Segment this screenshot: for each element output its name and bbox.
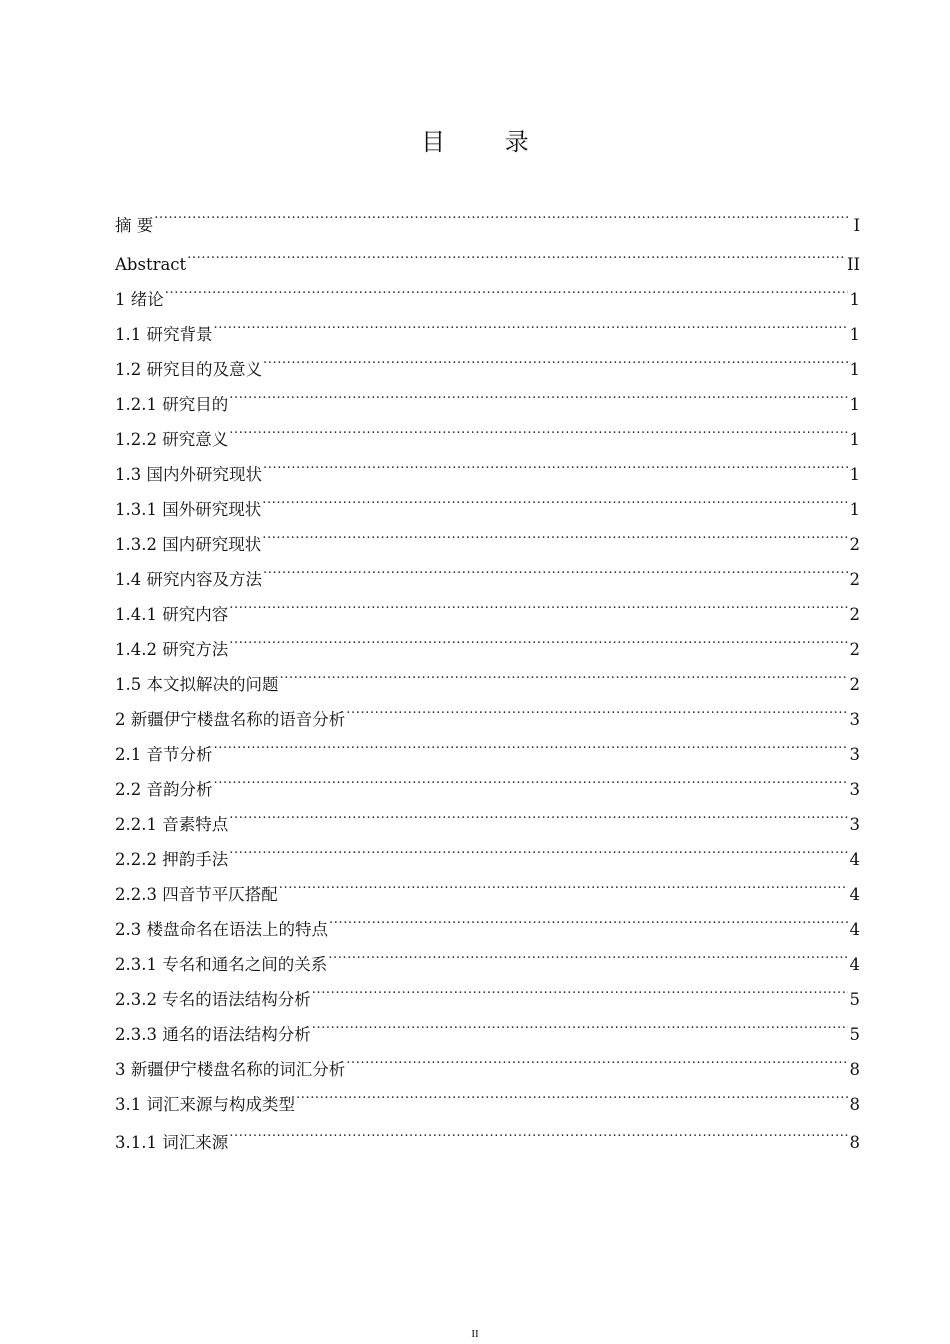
toc-dot-leader: [229, 849, 847, 866]
toc-entry-label: 摘 要: [115, 216, 154, 235]
toc-entry-page: 1: [849, 360, 860, 379]
toc-entry-label: 2.1 音节分析: [115, 745, 213, 764]
toc-entry[interactable]: [115, 282, 860, 317]
toc-dot-leader: [214, 744, 848, 761]
toc-entry-page: 4: [849, 955, 860, 974]
toc-entry-page: 4: [849, 885, 860, 904]
page-number-footer: II: [471, 1328, 479, 1340]
toc-dot-leader: [329, 919, 848, 936]
toc-dot-leader: [229, 1132, 847, 1149]
toc-dot-leader: [229, 639, 847, 656]
toc-entry-label: 2.2.3 四音节平仄搭配: [115, 885, 278, 904]
toc-dot-leader: [262, 534, 847, 551]
toc-dot-leader: [296, 1094, 848, 1111]
toc-entry-page: 1: [849, 395, 860, 414]
toc-entry-page: 3: [849, 780, 860, 799]
toc-entry-label: 1.3 国内外研究现状: [115, 465, 262, 484]
toc-dot-leader: [214, 779, 848, 796]
toc-entry[interactable]: [115, 562, 860, 597]
toc-dot-leader: [262, 499, 847, 516]
toc-entry-page: 5: [849, 990, 860, 1009]
toc-entry-label: 1.2.1 研究目的: [115, 395, 229, 414]
toc-entry-label: 2.3.3 通名的语法结构分析: [115, 1025, 311, 1044]
toc-entry-page: I: [853, 216, 860, 235]
toc-entry[interactable]: [115, 208, 860, 244]
toc-entry-label: 1.3.2 国内研究现状: [115, 535, 262, 554]
toc-entry-label: 2.3 楼盘命名在语法上的特点: [115, 920, 328, 939]
toc-dot-leader: [214, 324, 848, 341]
toc-entry-label: 1.4.1 研究内容: [115, 605, 229, 624]
toc-entry-page: II: [846, 255, 860, 274]
toc-entry-page: 1: [849, 325, 860, 344]
toc-entry-label: 1.2 研究目的及意义: [115, 360, 262, 379]
toc-dot-leader: [312, 989, 848, 1006]
toc-entry-label: 1.2.2 研究意义: [115, 430, 229, 449]
toc-entry-label: 2.3.1 专名和通名之间的关系: [115, 955, 328, 974]
toc-entry-page: 5: [849, 1025, 860, 1044]
toc-entry-label: 2.2.1 音素特点: [115, 815, 229, 834]
toc-dot-leader: [279, 884, 848, 901]
toc-entry-label: 1.4 研究内容及方法: [115, 570, 262, 589]
toc-entry-label: 1.5 本文拟解决的问题: [115, 675, 279, 694]
table-of-contents: [115, 208, 860, 1160]
toc-entry-label: 2.2.2 押韵手法: [115, 850, 229, 869]
toc-dot-leader: [263, 464, 848, 481]
toc-entry-page: 1: [849, 290, 860, 309]
toc-entry[interactable]: [115, 807, 860, 842]
toc-dot-leader: [346, 1059, 847, 1076]
toc-entry[interactable]: [115, 1017, 860, 1052]
toc-dot-leader: [165, 289, 848, 306]
toc-entry-label: 3 新疆伊宁楼盘名称的词汇分析: [115, 1060, 346, 1079]
toc-entry-page: 3: [849, 710, 860, 729]
toc-entry[interactable]: [115, 352, 860, 387]
toc-dot-leader: [154, 215, 851, 232]
toc-entry-label: 2.3.2 专名的语法结构分析: [115, 990, 311, 1009]
toc-entry[interactable]: [115, 1087, 860, 1122]
toc-entry[interactable]: [115, 982, 860, 1017]
toc-entry-page: 1: [849, 430, 860, 449]
page-title: 目 录: [421, 128, 555, 156]
toc-dot-leader: [229, 604, 847, 621]
toc-entry-page: 1: [849, 500, 860, 519]
toc-entry-page: 4: [849, 920, 860, 939]
toc-entry-page: 2: [849, 605, 860, 624]
toc-entry-label: 2.2 音韵分析: [115, 780, 213, 799]
toc-entry[interactable]: [115, 702, 860, 737]
toc-entry-page: 8: [849, 1060, 860, 1079]
toc-entry-label: 1.4.2 研究方法: [115, 640, 229, 659]
toc-dot-leader: [229, 394, 847, 411]
toc-entry[interactable]: [115, 632, 860, 667]
toc-entry-label: 3.1.1 词汇来源: [115, 1133, 229, 1152]
toc-entry[interactable]: [115, 947, 860, 982]
toc-entry[interactable]: [115, 317, 860, 352]
toc-dot-leader: [312, 1024, 848, 1041]
toc-dot-leader: [229, 429, 847, 446]
toc-entry-page: 8: [849, 1095, 860, 1114]
toc-entry-page: 2: [849, 675, 860, 694]
toc-dot-leader: [263, 569, 848, 586]
toc-entry-label: 1.3.1 国外研究现状: [115, 500, 262, 519]
toc-entry-page: 4: [849, 850, 860, 869]
toc-dot-leader: [346, 709, 847, 726]
toc-entry[interactable]: [115, 667, 860, 702]
toc-entry-page: 2: [849, 640, 860, 659]
toc-entry[interactable]: [115, 422, 860, 457]
toc-entry[interactable]: [115, 842, 860, 877]
toc-dot-leader: [280, 674, 848, 691]
toc-dot-leader: [229, 814, 847, 831]
toc-entry[interactable]: [115, 527, 860, 562]
toc-entry[interactable]: [115, 737, 860, 772]
toc-entry[interactable]: [115, 912, 860, 947]
toc-entry-page: 2: [849, 535, 860, 554]
toc-entry[interactable]: [115, 247, 860, 282]
toc-entry-page: 8: [849, 1133, 860, 1152]
toc-entry-page: 3: [849, 815, 860, 834]
toc-entry[interactable]: [115, 1052, 860, 1087]
toc-entry-label: Abstract: [115, 255, 187, 274]
toc-entry[interactable]: [115, 1125, 860, 1160]
toc-entry[interactable]: [115, 457, 860, 492]
toc-entry[interactable]: [115, 772, 860, 807]
toc-entry[interactable]: [115, 877, 860, 912]
toc-entry-page: 3: [849, 745, 860, 764]
toc-entry[interactable]: [115, 387, 860, 422]
toc-dot-leader: [328, 954, 847, 971]
toc-entry[interactable]: [115, 597, 860, 632]
toc-entry[interactable]: [115, 492, 860, 527]
toc-dot-leader: [263, 359, 848, 376]
toc-entry-label: 1.1 研究背景: [115, 325, 213, 344]
toc-entry-page: 1: [849, 465, 860, 484]
toc-entry-label: 2 新疆伊宁楼盘名称的语音分析: [115, 710, 346, 729]
toc-entry-label: 1 绪论: [115, 290, 164, 309]
toc-dot-leader: [187, 254, 845, 271]
toc-entry-page: 2: [849, 570, 860, 589]
toc-entry-label: 3.1 词汇来源与构成类型: [115, 1095, 295, 1114]
